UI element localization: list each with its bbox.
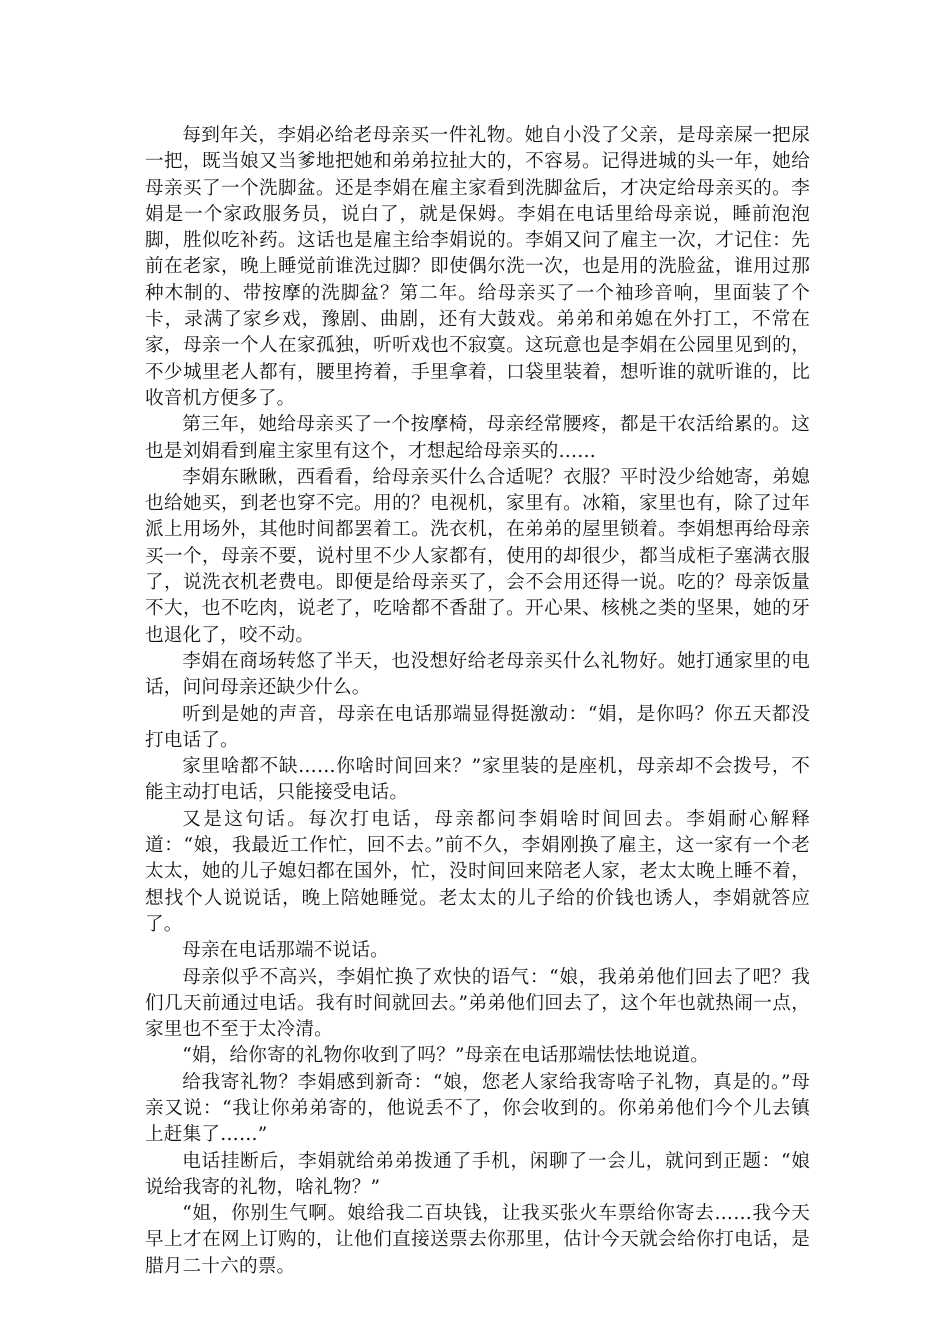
paragraph: 第三年，她给母亲买了一个按摩椅，母亲经常腰疼，都是干农活给累的。这也是刘娟看到雇主家里有这个，才想起给母亲买的…… xyxy=(145,414,810,462)
paragraph: 李娟东瞅瞅，西看看，给母亲买什么合适呢？衣服？平时没少给她寄，弟媳也给她买，到老也穿不完。用的？电视机，家里有。冰箱，家里也有，除了过年派上用场外，其他时间都罢着工。洗衣机，在弟弟的屋里锁着。李娟想再给母亲买一个，母亲不要，说村里不少人家都有，使用的却很少，都当成柜子塞满衣服了，说洗衣机老费电。即便是给母亲买了，会不会用还得一说。吃的？母亲饭量不大，也不吃肉，说老了，吃啥都不香甜了。开心果、核桃之类的坚果，她的牙也退化了，咬不动。 xyxy=(145,466,810,646)
paragraph: 母亲似乎不高兴，李娟忙换了欢快的语气：“娘，我弟弟他们回去了吧？我们几天前通过电话。我有时间就回去。”弟弟他们回去了，这个年也就热闹一点，家里也不至于太冷清。 xyxy=(145,966,810,1041)
paragraph: 又是这句话。每次打电话，母亲都问李娟啥时间回去。李娟耐心解释道：“娘，我最近工作忙，回不去。”前不久，李娟刚换了雇主，这一家有一个老太太，她的儿子媳妇都在国外，忙，没时间回来陪老人家，老太太晚上睡不着，想找个人说说话，晚上陪她睡觉。老太太的儿子给的价钱也诱人，李娟就答应了。 xyxy=(145,808,810,935)
paragraph: “娟，给你寄的礼物你收到了吗？”母亲在电话那端怯怯地说道。 xyxy=(182,1045,710,1067)
paragraph: 李娟在商场转悠了半天，也没想好给老母亲买什么礼物好。她打通家里的电话，问问母亲还缺少什么。 xyxy=(145,650,810,699)
paragraph: “姐，你别生气啊。娘给我二百块钱，让我买张火车票给你寄去……我今天早上才在网上订购的，让他们直接送票去你那里，估计今天就会给你打电话，是腊月二十六的票。 xyxy=(145,1203,810,1277)
paragraph: 每到年关，李娟必给老母亲买一件礼物。她自小没了父亲，是母亲屎一把尿一把，既当娘又当爹地把她和弟弟拉扯大的，不容易。记得进城的头一年，她给母亲买了一个洗脚盆。还是李娟在雇主家看到洗脚盆后，才决定给母亲买的。李娟是一个家政服务员，说白了，就是保姆。李娟在电话里给母亲说，睡前泡泡脚，胜似吃补药。这话也是雇主给李娟说的。李娟又问了雇主一次，才记住：先前在老家，晚上睡觉前谁洗过脚？即使偶尔洗一次，也是用的洗脸盆，谁用过那种木制的、带按摩的洗脚盆？第二年。给母亲买了一个袖珍音响，里面装了个卡，录满了家乡戏，豫剧、曲剧，还有大鼓戏。弟弟和弟媳在外打工，不常在家，母亲一个人在家孤独，听听戏也不寂寞。这玩意也是李娟在公园里见到的，不少城里老人都有，腰里挎着，手里拿着，口袋里装着，想听谁的就听谁的，比收音机方便多了。 xyxy=(145,125,810,409)
article-body xyxy=(145,123,810,1280)
paragraph: 家里啥都不缺……你啥时间回来？”家里装的是座机，母亲却不会拨号，不能主动打电话，只能接受电话。 xyxy=(145,756,810,804)
paragraph: 听到是她的声音，母亲在电话那端显得挺激动：“娟，是你吗？你五天都没打电话了。 xyxy=(145,703,810,751)
paragraph: 母亲在电话那端不说话。 xyxy=(182,940,389,962)
paragraph: 电话挂断后，李娟就给弟弟拨通了手机，闲聊了一会儿，就问到正题：“娘说给我寄的礼物，啥礼物？” xyxy=(145,1150,810,1198)
paragraph: 给我寄礼物？李娟感到新奇：“娘，您老人家给我寄啥子礼物，真是的。”母亲又说：“我让你弟弟寄的，他说丢不了，你会收到的。你弟弟他们今个儿去镇上赶集了……” xyxy=(145,1071,810,1146)
